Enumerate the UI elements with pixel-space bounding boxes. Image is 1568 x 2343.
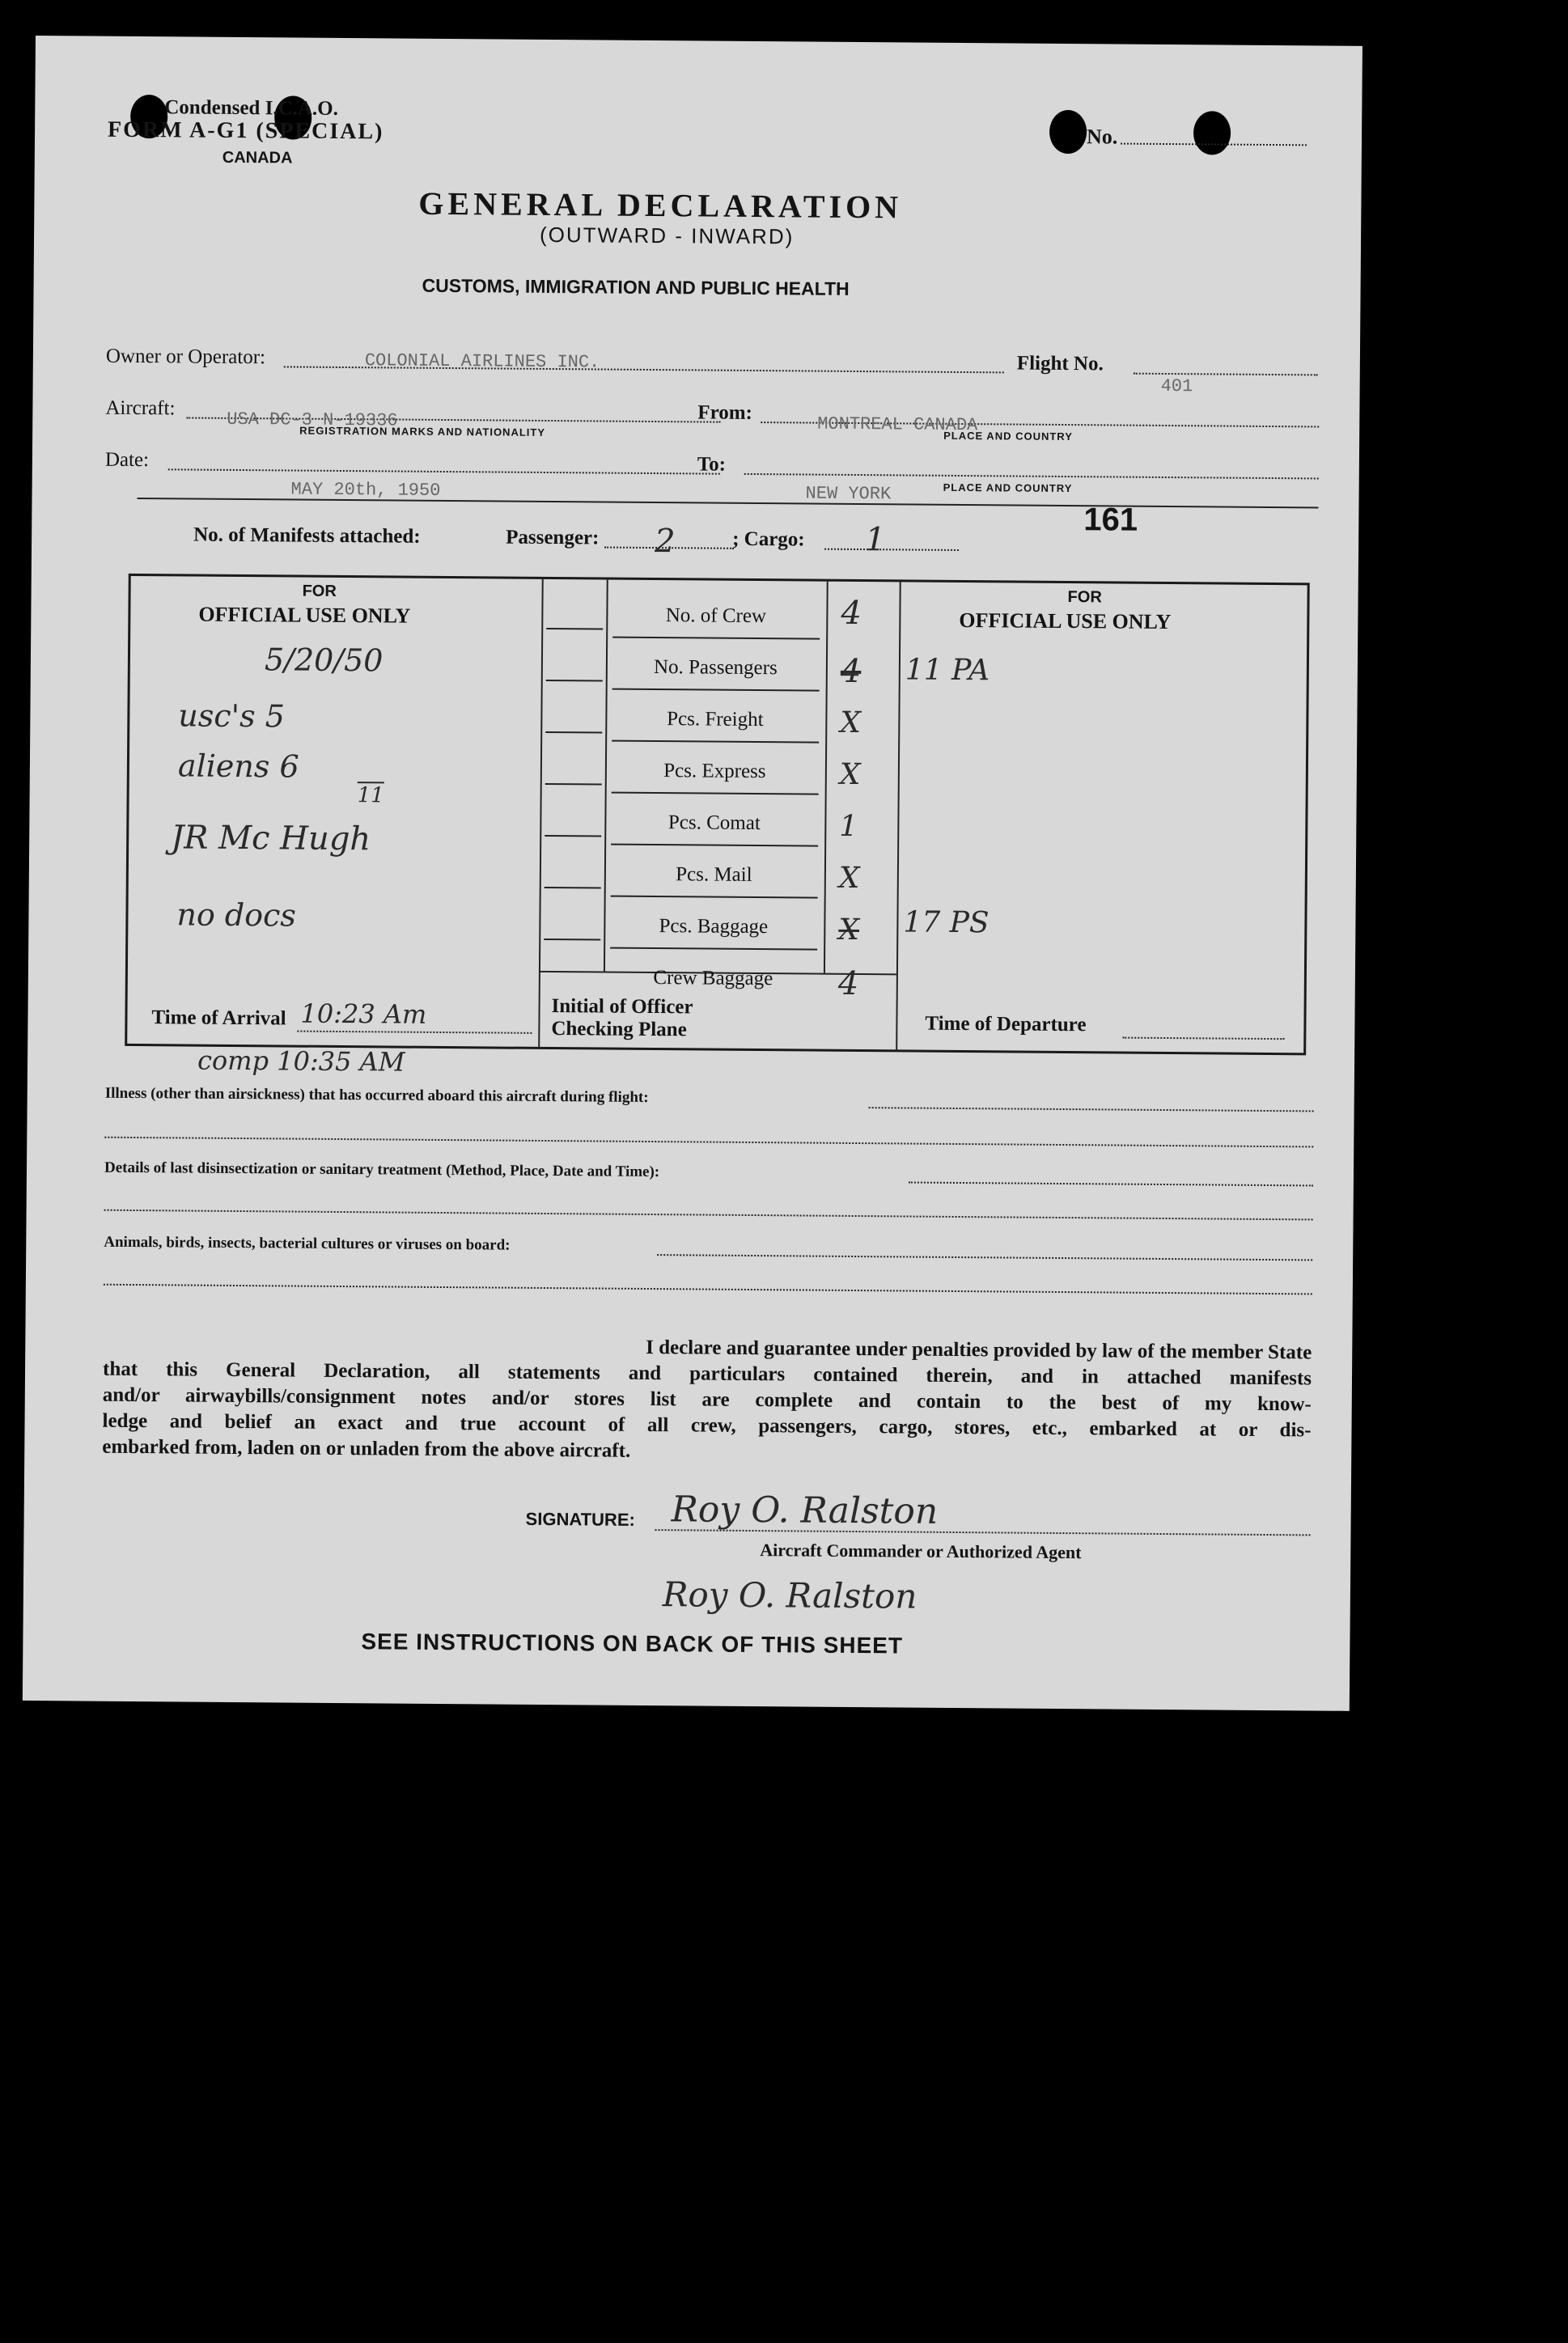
form-line2: FORM A-G1 (SPECIAL) [107, 117, 384, 145]
from-caption: PLACE AND COUNTRY [943, 429, 1073, 443]
declaration-line: I declare and guarantee under penalties provided by law of the member State [646, 1336, 1312, 1364]
page-subtitle: (OUTWARD - INWARD) [539, 222, 795, 249]
footer-instructions: SEE INSTRUCTIONS ON BACK OF THIS SHEET [361, 1629, 904, 1659]
date-line [168, 468, 720, 474]
aircraft-caption: REGISTRATION MARKS AND NATIONALITY [299, 424, 546, 439]
row-rule [545, 731, 602, 734]
departure-line [1122, 1037, 1284, 1040]
row-value: X [838, 913, 860, 947]
official-note: JR Mc Hugh [171, 819, 371, 858]
row-note: 17 PS [903, 905, 990, 940]
section-heading: CUSTOMS, IMMIGRATION AND PUBLIC HEALTH [422, 274, 850, 299]
form-country: CANADA [222, 148, 293, 167]
official-note: 11 [357, 783, 384, 808]
declaration-line: embarked from, laden on or unladen from the above aircraft. [102, 1435, 631, 1462]
row-label: No. of Crew [665, 604, 767, 628]
punch-hole [1193, 111, 1231, 155]
to-value: NEW YORK [805, 483, 892, 505]
official-note: usc's 5 [178, 697, 286, 735]
owner-label: Owner or Operator: [105, 345, 266, 369]
cargo-label: ; Cargo: [732, 527, 805, 551]
initial-label-2: Checking Plane [551, 1018, 687, 1041]
passenger-value: 2 [654, 523, 676, 561]
illness-line-2 [104, 1137, 1313, 1148]
disinsect-label: Details of last disinsectization or sanitary treatment (Method, Place, Date and Time): [104, 1159, 660, 1181]
row-value: 4 [837, 964, 859, 1003]
to-label: To: [697, 453, 727, 476]
to-caption: PLACE AND COUNTRY [943, 481, 1073, 495]
aircraft-value: USA DC-3 N-19336 [227, 409, 398, 431]
official-note: aliens 6 [177, 748, 299, 785]
row-value: X [840, 705, 862, 740]
row-note: 11 PA [905, 653, 990, 688]
cargo-value: 1 [864, 521, 886, 559]
illness-line [869, 1107, 1314, 1112]
row-rule [546, 680, 603, 682]
row-label: Pcs. Express [663, 760, 766, 783]
aircraft-label: Aircraft: [105, 396, 176, 420]
arrival-label: Time of Arrival [151, 1006, 286, 1030]
disinsect-line [909, 1182, 1313, 1187]
row-label: Pcs. Baggage [659, 915, 769, 938]
row-label: Pcs. Mail [676, 863, 752, 886]
row-rule [545, 783, 602, 786]
departure-label: Time of Departure [925, 1012, 1087, 1036]
row-value: 4 [840, 652, 862, 691]
to-line [744, 473, 1319, 480]
official-table [125, 574, 1310, 1055]
row-rule [544, 938, 600, 941]
initial-label-1: Initial of Officer [551, 995, 693, 1019]
owner-value: COLONIAL AIRLINES INC. [364, 350, 600, 373]
passenger-label: Passenger: [506, 526, 600, 549]
comp-note: comp 10:35 AM [197, 1044, 405, 1078]
date-label: Date: [104, 448, 150, 472]
row-rule [546, 628, 603, 630]
row-value: 1 [839, 809, 858, 844]
declaration-line: ledge and belief an exact and true account of all crew, passengers, cargo, stores, etc., embarked at or dis- [102, 1409, 1312, 1442]
left-for: FOR [302, 582, 337, 600]
declaration-line: that this General Declaration, all statements and particulars contained therein, and in attached manifests [102, 1358, 1312, 1390]
row-value: X [838, 861, 860, 896]
declaration-text [102, 1331, 1312, 1470]
row-label: No. Passengers [653, 656, 778, 680]
official-note: 5/20/50 [264, 642, 384, 679]
from-label: From: [697, 401, 753, 424]
arrival-value: 10:23 Am [300, 998, 427, 1030]
right-for: FOR [1067, 588, 1102, 607]
declaration-line: and/or airwaybills/consignment notes and/or stores list are complete and contain to the best of my know- [102, 1383, 1312, 1416]
illness-label: Illness (other than airsickness) that has occurred aboard this aircraft during flight: [104, 1084, 649, 1106]
animals-line [657, 1254, 1312, 1260]
row-rule [545, 835, 601, 837]
signature-caption: Aircraft Commander or Authorized Agent [760, 1540, 1082, 1563]
signature-value-2: Roy O. Ralston [662, 1574, 917, 1616]
arrival-line [297, 1031, 532, 1034]
animals-line-2 [104, 1284, 1312, 1295]
from-value: MONTREAL CANADA [817, 413, 978, 436]
row-label: Crew Baggage [653, 967, 773, 990]
right-official: OFFICIAL USE ONLY [959, 608, 1172, 634]
stamp-number: 161 [1083, 502, 1138, 538]
form-line1: Condensed I.C.A.O. [164, 96, 339, 120]
row-value: 4 [841, 594, 862, 633]
animals-label: Animals, birds, insects, bacterial cultures or viruses on board: [104, 1233, 511, 1254]
declaration-form [23, 36, 1362, 1711]
row-label: Pcs. Freight [667, 708, 764, 731]
flight-value: 401 [1160, 375, 1193, 397]
punch-hole [1049, 110, 1087, 154]
form-number-label: No. [1086, 125, 1118, 149]
cargo-line [824, 549, 959, 551]
left-official: OFFICIAL USE ONLY [198, 602, 411, 628]
row-label: Pcs. Comat [667, 811, 761, 835]
header-rule [138, 498, 1319, 508]
signature-label: SIGNATURE: [525, 1508, 635, 1530]
signature-value: Roy O. Ralston [671, 1489, 939, 1532]
date-value: MAY 20th, 1950 [290, 479, 441, 501]
page-title: GENERAL DECLARATION [418, 184, 903, 226]
disinsect-line-2 [104, 1210, 1313, 1221]
row-value: X [839, 757, 861, 792]
flight-label: Flight No. [1016, 352, 1104, 375]
manifests-label: No. of Manifests attached: [193, 523, 421, 548]
row-rule [545, 887, 601, 889]
official-note: no docs [176, 896, 297, 934]
flight-line [1134, 373, 1318, 376]
